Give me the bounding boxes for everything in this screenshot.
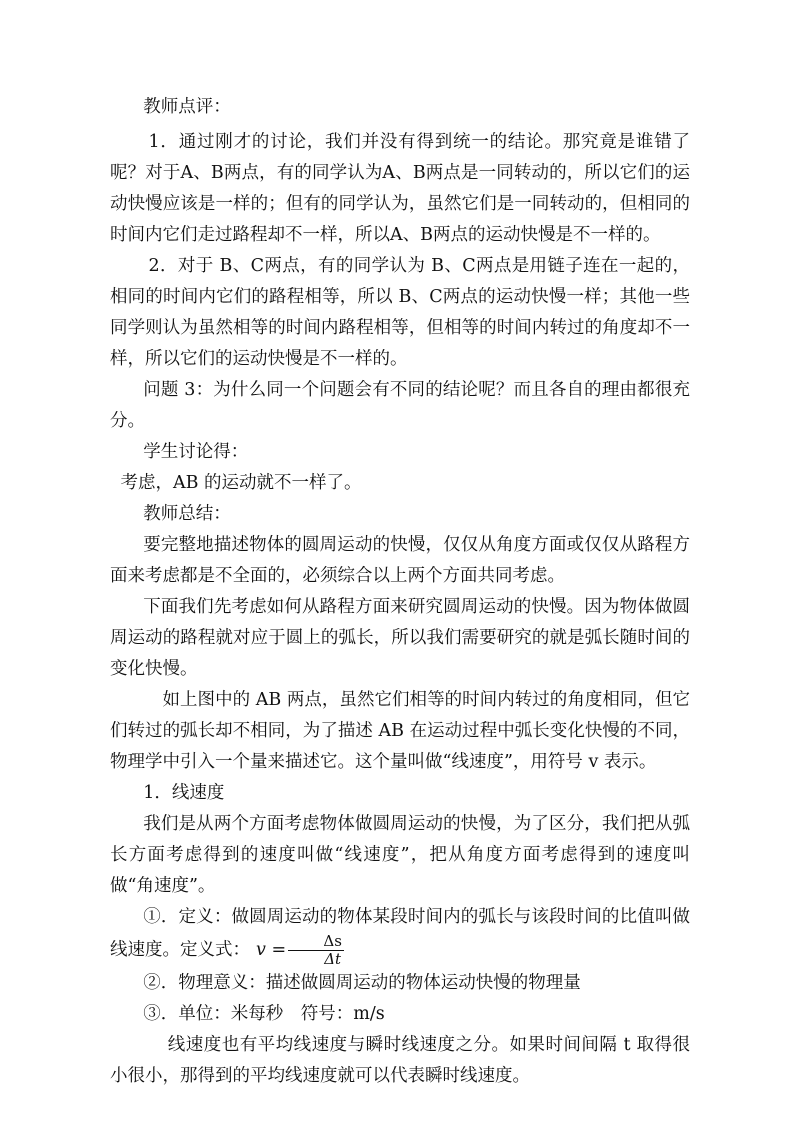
teacher-summary-heading: 教师总结：	[143, 504, 231, 524]
definition-text: ①．定义：做圆周运动的物体某段时间内的弧长与该段时间的比值叫做线速度。定义式：	[110, 907, 690, 960]
formula-numerator: Δs	[288, 933, 344, 951]
summary-paragraph: 要完整地描述物体的圆周运动的快慢，仅仅从角度方面或仅仅从路程方面来考虑都是不全面的，必须综合以上两个方面共同考虑。	[110, 535, 690, 586]
teacher-comment-heading: 教师点评：	[143, 97, 231, 117]
velocity-distinction: 我们是从两个方面考虑物体做圆周运动的快慢，为了区分，我们把从弧长方面考虑得到的速度叫做“线速度”，把从角度方面考虑得到的速度叫做“角速度”。	[110, 814, 690, 896]
formula-fraction	[288, 933, 344, 968]
student-discussion-heading: 学生讨论得：	[143, 442, 249, 462]
section-linear-velocity: 1．线速度	[143, 783, 225, 803]
comment-point-2: 2．对于 B、C两点，有的同学认为 B、C两点是用链子连在一起的，相同的时间内它们的路程相等，所以 B、C两点的运动快慢一样；其他一些同学则认为虽然相等的时间内路程相等，但相等的时间内转过的角度却不一样，所以它们的运动快慢是不一样的。	[110, 256, 690, 369]
definition-paragraph	[110, 902, 690, 968]
instantaneous-velocity-note: 线速度也有平均线速度与瞬时线速度之分。如果时间间隔 t 取得很小很小，那得到的平均线速度就可以代表瞬时线速度。	[110, 1035, 690, 1086]
formula-denominator: Δt	[324, 950, 342, 968]
linear-velocity-intro: 如上图中的 AB 两点，虽然它们相等的时间内转过的角度相同，但它们转过的弧长却不相同，为了描述 AB 在运动过程中弧长变化快慢的不同，物理学中引入一个量来描述它。这个量叫做“线速度”，用符号 v 表示。	[110, 690, 690, 772]
arc-length-intro: 下面我们先考虑如何从路程方面来研究圆周运动的快慢。因为物体做圆周运动的路程就对应于圆上的弧长，所以我们需要研究的就是弧长随时间的变化快慢。	[110, 597, 690, 679]
formula-lhs: v =	[256, 940, 287, 960]
physical-meaning: ②．物理意义：描述做圆周运动的物体运动快慢的物理量	[143, 973, 581, 993]
question-3: 问题 3：为什么同一个问题会有不同的结论呢？而且各自的理由都很充分。	[110, 380, 690, 431]
comment-point-1: 1．通过刚才的讨论，我们并没有得到统一的结论。那究竟是谁错了呢？对于A、B两点，有的同学认为A、B两点是一同转动的，所以它们的运动快慢应该是一样的；但有的同学认为，虽然它们是一同转动的，但相同的时间内它们走过路程却不一样，所以A、B两点的运动快慢是不一样的。	[110, 132, 690, 245]
unit-and-symbol: ③．单位：米每秒 符号：m/s	[143, 1004, 385, 1024]
student-discussion-text: 考虑，AB 的运动就不一样了。	[120, 473, 362, 493]
